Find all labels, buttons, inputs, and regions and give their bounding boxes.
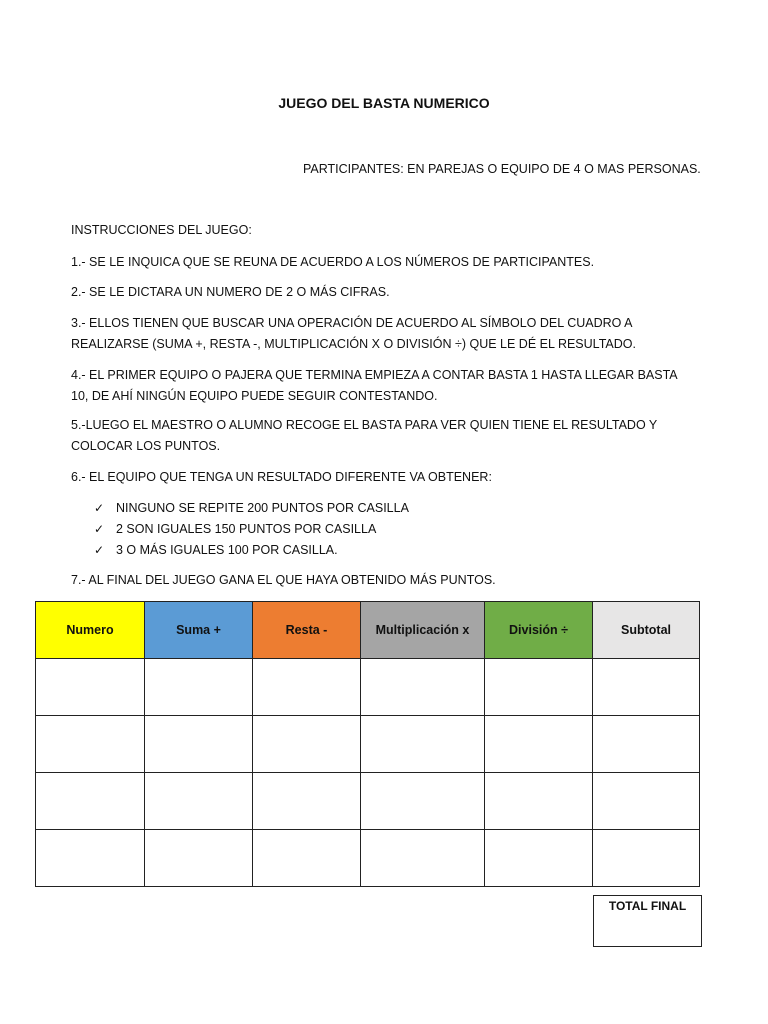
checklist-item-label: 3 O MÁS IGUALES 100 POR CASILLA.	[116, 542, 338, 557]
table-cell[interactable]	[253, 830, 361, 887]
instructions-heading: INSTRUCCIONES DEL JUEGO:	[71, 223, 252, 237]
header-multiplicacion: Multiplicación x	[361, 602, 485, 659]
table-cell[interactable]	[253, 773, 361, 830]
participants-line: PARTICIPANTES: EN PAREJAS O EQUIPO DE 4 O MAS PERSONAS.	[303, 162, 701, 176]
table-cell[interactable]	[36, 830, 145, 887]
table-cell[interactable]	[361, 830, 485, 887]
table-cell[interactable]	[361, 716, 485, 773]
checklist-item-label: 2 SON IGUALES 150 PUNTOS POR CASILLA	[116, 521, 377, 536]
table-cell[interactable]	[361, 659, 485, 716]
score-table	[35, 601, 700, 887]
step-6: 6.- EL EQUIPO QUE TENGA UN RESULTADO DIFERENTE VA OBTENER:	[71, 470, 492, 484]
check-icon: ✓	[94, 521, 105, 536]
step-2: 2.- SE LE DICTARA UN NUMERO DE 2 O MÁS CIFRAS.	[71, 285, 390, 299]
header-numero: Numero	[36, 602, 145, 659]
table-cell[interactable]	[145, 716, 253, 773]
step-3: 3.- ELLOS TIENEN QUE BUSCAR UNA OPERACIÓN DE ACUERDO AL SÍMBOLO DEL CUADRO A REALIZARSE (SUMA +, RESTA -, MULTIPLICACIÓN X O DIVISIÓN ÷) QUE LE DÉ EL RESULTADO.	[71, 316, 636, 351]
table-cell[interactable]	[593, 659, 700, 716]
table-cell[interactable]	[253, 659, 361, 716]
check-icon: ✓	[94, 500, 105, 515]
document-title: JUEGO DEL BASTA NUMERICO	[278, 95, 490, 111]
table-row	[36, 716, 700, 773]
table-cell[interactable]	[36, 659, 145, 716]
table-row	[36, 659, 700, 716]
table-cell[interactable]	[36, 716, 145, 773]
table-cell[interactable]	[485, 830, 593, 887]
table-cell[interactable]	[485, 716, 593, 773]
table-cell[interactable]	[36, 773, 145, 830]
table-cell[interactable]	[593, 716, 700, 773]
table-header-row	[36, 602, 700, 659]
step-7: 7.- AL FINAL DEL JUEGO GANA EL QUE HAYA OBTENIDO MÁS PUNTOS.	[71, 573, 496, 587]
step-4: 4.- EL PRIMER EQUIPO O PAJERA QUE TERMINA EMPIEZA A CONTAR BASTA 1 HASTA LLEGAR BASTA 10, DE AHÍ NINGÚN EQUIPO PUEDE SEGUIR CONTESTANDO.	[71, 368, 677, 403]
scoring-checklist	[94, 497, 409, 560]
table-cell[interactable]	[485, 659, 593, 716]
table-cell[interactable]	[145, 659, 253, 716]
header-subtotal: Subtotal	[593, 602, 700, 659]
table-cell[interactable]	[145, 773, 253, 830]
header-division: División ÷	[485, 602, 593, 659]
table-cell[interactable]	[485, 773, 593, 830]
check-icon: ✓	[94, 542, 105, 557]
table-cell[interactable]	[145, 830, 253, 887]
table-row	[36, 773, 700, 830]
table-cell[interactable]	[361, 773, 485, 830]
header-suma: Suma +	[145, 602, 253, 659]
header-resta: Resta -	[253, 602, 361, 659]
step-1: 1.- SE LE INQUICA QUE SE REUNA DE ACUERDO A LOS NÚMEROS DE PARTICIPANTES.	[71, 255, 595, 269]
checklist-item	[94, 518, 409, 539]
checklist-item	[94, 497, 409, 518]
step-5: 5.-LUEGO EL MAESTRO O ALUMNO RECOGE EL BASTA PARA VER QUIEN TIENE EL RESULTADO Y COLOCAR LOS PUNTOS.	[71, 418, 658, 453]
checklist-item	[94, 539, 409, 560]
checklist-item-label: NINGUNO SE REPITE 200 PUNTOS POR CASILLA	[116, 500, 409, 515]
total-final-box[interactable]: TOTAL FINAL	[593, 895, 702, 947]
table-cell[interactable]	[253, 716, 361, 773]
table-cell[interactable]	[593, 830, 700, 887]
table-row	[36, 830, 700, 887]
table-cell[interactable]	[593, 773, 700, 830]
